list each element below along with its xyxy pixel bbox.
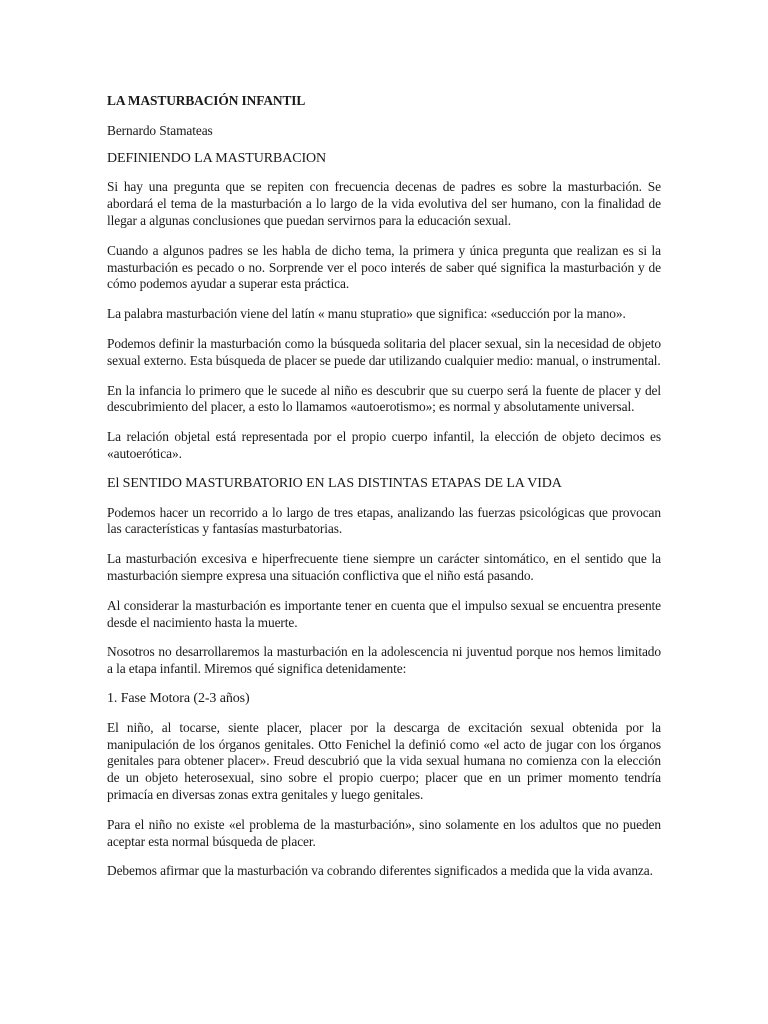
paragraph: La masturbación excesiva e hiperfrecuente tiene siempre un carácter sintomático, en el sentido que la masturbación siempre expresa una situación conflictiva que el niño está pasando. [107, 551, 661, 583]
paragraph: Debemos afirmar que la masturbación va cobrando diferentes significados a medida que la vida avanza. [107, 863, 653, 879]
document-body [107, 93, 661, 893]
paragraph: La relación objetal está representada por el propio cuerpo infantil, la elección de objeto decimos es «autoerótica». [107, 429, 661, 461]
paragraph: Si hay una pregunta que se repiten con frecuencia decenas de padres es sobre la masturbación. Se abordará el tema de la masturbación a lo largo de la vida evolutiva del ser humano, con la finalidad de llegar a algunas conclusiones que puedan servirnos para la educación sexual. [107, 179, 661, 228]
paragraph: La palabra masturbación viene del latín « manu stupratio» que significa: «seducción por la mano». [107, 306, 626, 322]
section-heading-1: DEFINIENDO LA MASTURBACION [107, 150, 327, 166]
paragraph: Para el niño no existe «el problema de la masturbación», sino solamente en los adultos que no pueden aceptar esta normal búsqueda de placer. [107, 816, 661, 849]
document-title: LA MASTURBACIÓN INFANTIL [107, 93, 306, 108]
paragraph: En la infancia lo primero que le sucede al niño es descubrir que su cuerpo será la fuente de placer y del descubrimiento del placer, a esto lo llamamos «autoerotismo»; es normal y absolutamente universal. [107, 382, 661, 415]
paragraph: El niño, al tocarse, siente placer, placer por la descarga de excitación sexual obtenida por la manipulación de los órganos genitales. Otto Fenichel la definió como «el acto de jugar con los órganos genitales para obtener placer». Freud descubrió que la vida sexual humana no comienza con la elección de un objeto heterosexual, sino sobre el propio cuerpo; placer que en un primer momento tendría primacía en diversas zonas extra genitales y luego genitales. [107, 719, 661, 802]
paragraph: Nosotros no desarrollaremos la masturbación en la adolescencia ni juventud porque nos hemos limitado a la etapa infantil. Miremos qué significa detenidamente: [107, 644, 661, 677]
document-author: Bernardo Stamateas [107, 122, 213, 138]
section-heading-2: El SENTIDO MASTURBATORIO EN LAS DISTINTAS ETAPAS DE LA VIDA [107, 475, 562, 491]
paragraph: Cuando a algunos padres se les habla de dicho tema, la primera y única pregunta que realizan es si la masturbación es pecado o no. Sorprende ver el poco interés de saber qué significa la masturbación y de cómo podemos ayudar a superar esta práctica. [107, 242, 661, 292]
section-heading-3: 1. Fase Motora (2-3 años) [107, 690, 250, 706]
paragraph: Podemos hacer un recorrido a lo largo de tres etapas, analizando las fuerzas psicológicas que provocan las características y fantasías masturbatorias. [107, 504, 661, 537]
paragraph: Al considerar la masturbación es importante tener en cuenta que el impulso sexual se encuentra presente desde el nacimiento hasta la muerte. [107, 597, 661, 630]
paragraph: Podemos definir la masturbación como la búsqueda solitaria del placer sexual, sin la necesidad de objeto sexual externo. Esta búsqueda de placer se puede dar utilizando cualquier medio: manual, o instrumental. [107, 335, 661, 368]
